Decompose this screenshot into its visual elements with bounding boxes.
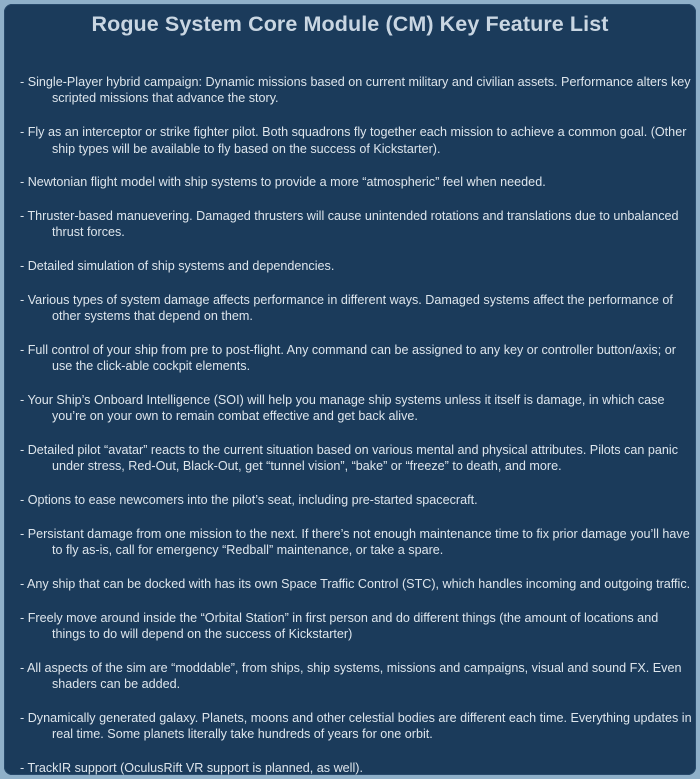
feature-item: - Fly as an interceptor or strike fighter pilot. Both squadrons fly together each mission to achieve a common goal. (Other ship types will be available to fly based on the success of Kickstarter). <box>20 125 687 156</box>
feature-item: - Full control of your ship from pre to post-flight. Any command can be assigned to any key or controller button/axis; or use the click-able cockpit elements. <box>20 342 676 374</box>
feature-item: - Detailed simulation of ship systems and dependencies. <box>20 259 335 274</box>
feature-list <box>20 74 692 776</box>
feature-item: - TrackIR support (OculusRift VR support is planned, as well). <box>20 761 363 776</box>
feature-item: - Various types of system damage affects performance in different ways. Damaged systems affect the performance of other systems that depend on them. <box>20 292 673 324</box>
feature-item: - Dynamically generated galaxy. Planets, moons and other celestial bodies are different each time. Everything updates in real time. Some planets literally take hundreds of years for one orbit. <box>20 710 692 742</box>
feature-item: - Detailed pilot “avatar” reacts to the current situation based on various mental and physical attributes. Pilots can panic under stress, Red-Out, Black-Out, get “tunnel vision”, “bake” or “freeze” to death, and more. <box>20 443 679 474</box>
feature-list-panel <box>4 4 696 775</box>
feature-item: - All aspects of the sim are “moddable”, from ships, ship systems, missions and campaigns, visual and sound FX. Even shaders can be added. <box>20 660 682 692</box>
feature-item: - Options to ease newcomers into the pilot’s seat, including pre-started spacecraft. <box>20 493 478 508</box>
feature-item: - Thruster-based manuevering. Damaged thrusters will cause unintended rotations and translations due to unbalanced thrust forces. <box>20 208 679 240</box>
feature-item: - Freely move around inside the “Orbital Station” in first person and do different things (the amount of locations and things to do will depend on the success of Kickstarter) <box>20 610 659 642</box>
feature-item: - Any ship that can be docked with has its own Space Traffic Control (STC), which handles incoming and outgoing traffic. <box>20 576 691 591</box>
feature-item: - Newtonian flight model with ship systems to provide a more “atmospheric” feel when needed. <box>20 175 546 190</box>
feature-item: - Your Ship’s Onboard Intelligence (SOI) will help you manage ship systems unless it itself is damage, in which case you’re on your own to remain combat effective and get back alive. <box>20 392 665 424</box>
feature-item: - Persistant damage from one mission to the next. If there’s not enough maintenance time to fix prior damage you’ll have to fly as-is, call for emergency “Redball” maintenance, or take a spare. <box>20 526 690 558</box>
feature-item: - Single-Player hybrid campaign: Dynamic missions based on current military and civilian assets. Performance alters key scripted missions that advance the story. <box>20 75 691 106</box>
page-title: Rogue System Core Module (CM) Key Feature List <box>91 12 609 36</box>
